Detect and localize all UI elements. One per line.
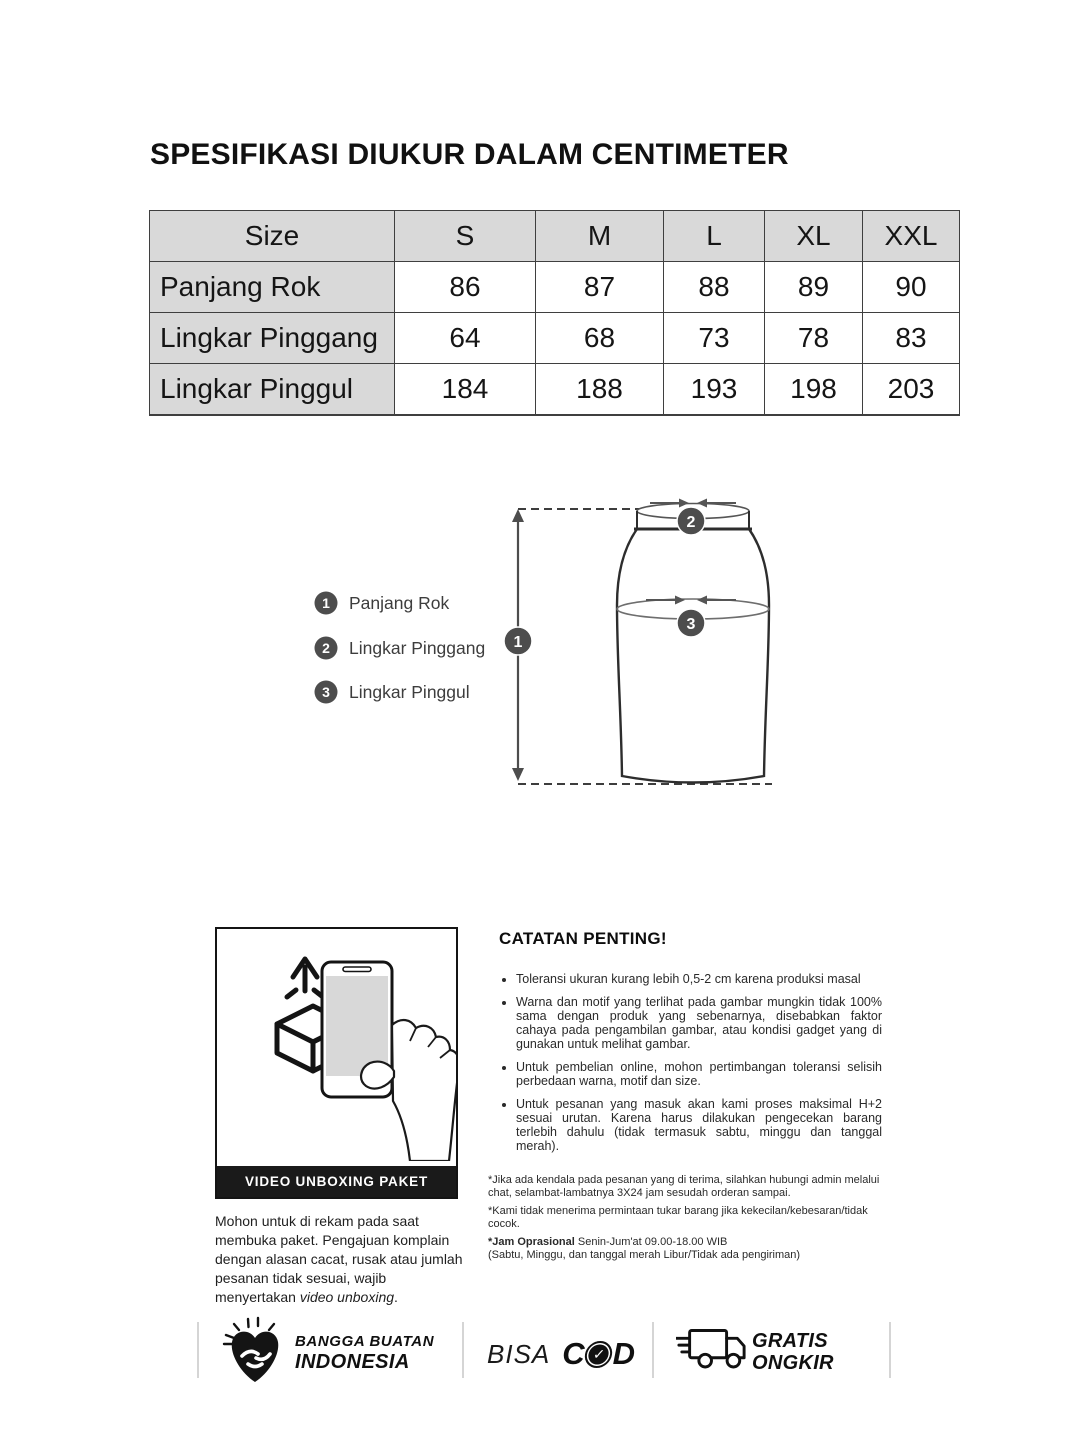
svg-text:1: 1 xyxy=(322,595,330,611)
cell-value: 188 xyxy=(536,364,664,416)
unboxing-illustration xyxy=(217,929,456,1161)
unboxing-note: Mohon untuk di rekam pada saat membuka paket. Pengajuan komplain dengan alasan cacat, rusak atau jumlah pesanan tidak sesuai, wajib menyertakan video unboxing. xyxy=(215,1213,463,1305)
footnotes xyxy=(488,1174,880,1267)
svg-text:2: 2 xyxy=(686,514,696,531)
row-label: Lingkar Pinggul xyxy=(150,364,395,416)
col-header-xl: XL xyxy=(765,211,863,262)
notes-list xyxy=(490,972,882,1162)
footer-divider xyxy=(889,1322,891,1378)
cell-value: 90 xyxy=(863,262,960,313)
footer-divider xyxy=(462,1322,464,1378)
gratis-ongkir-label: GRATIS ONGKIR xyxy=(752,1330,834,1374)
cell-value: 68 xyxy=(536,313,664,364)
cell-value: 89 xyxy=(765,262,863,313)
table-row xyxy=(150,364,960,416)
table-row xyxy=(150,313,960,364)
cell-value: 203 xyxy=(863,364,960,416)
length-measure-marker xyxy=(504,627,532,655)
note-bullet: • Untuk pesanan yang masuk akan kami proses maksimal H+2 sesuai urutan. Karena harus dilakukan pengecekan barang terlebih dahulu (tidak termasuk sabtu, minggu dan tanggal merah). xyxy=(516,1097,882,1153)
col-header-s: S xyxy=(395,211,536,262)
page-title: SPESIFIKASI DIUKUR DALAM CENTIMETER xyxy=(150,138,789,171)
skirt-measurement-diagram xyxy=(300,488,790,810)
notes-title: CATATAN PENTING! xyxy=(499,929,667,948)
skirt-outline xyxy=(617,504,769,783)
table-row xyxy=(150,262,960,313)
cell-value: 64 xyxy=(395,313,536,364)
note-bullet: • Warna dan motif yang terlihat pada gambar mungkin tidak 100% sama dengan produk yang sebenarnya, disebabkan faktor cahaya pada pengambilan gambar, atau kondisi gadget yang di gunakan untuk melihat gambar. xyxy=(516,995,882,1051)
cell-value: 78 xyxy=(765,313,863,364)
cell-value: 88 xyxy=(664,262,765,313)
col-header-xxl: XXL xyxy=(863,211,960,262)
legend-label-2: Lingkar Pinggang xyxy=(349,638,486,658)
svg-text:3: 3 xyxy=(322,684,330,700)
cell-value: 193 xyxy=(664,364,765,416)
row-label: Lingkar Pinggang xyxy=(150,313,395,364)
cod-label: C ✓ D xyxy=(562,1336,635,1371)
footer-divider xyxy=(652,1322,654,1378)
diagram-legend xyxy=(315,592,486,704)
note-bullet: • Untuk pembelian online, mohon pertimbangan toleransi selisih perbedaan warna, motif dan size. xyxy=(516,1060,882,1088)
col-header-l: L xyxy=(664,211,765,262)
col-header-size: Size xyxy=(150,211,395,262)
unboxing-note-italic: video unboxing xyxy=(299,1289,395,1305)
size-table xyxy=(149,210,960,416)
legend-label-1: Panjang Rok xyxy=(349,593,450,613)
row-label: Panjang Rok xyxy=(150,262,395,313)
bangga-buatan-indonesia-label: BANGGA BUATAN INDONESIA xyxy=(295,1333,435,1373)
unboxing-banner: VIDEO UNBOXING PAKET xyxy=(217,1166,456,1197)
svg-text:1: 1 xyxy=(513,634,523,651)
arrow-up-icon xyxy=(287,959,323,997)
cell-value: 198 xyxy=(765,364,863,416)
svg-text:3: 3 xyxy=(686,616,696,633)
cod-check-icon: ✓ xyxy=(583,1341,614,1368)
footnote: *Jam Oprasional Senin-Jum'at 09.00-18.00 WIB (Sabtu, Minggu, dan tanggal merah Libur/Tidak ada pengiriman) xyxy=(488,1236,801,1261)
table-header-row xyxy=(150,211,960,262)
video-unboxing-card xyxy=(215,927,458,1199)
cell-value: 73 xyxy=(664,313,765,364)
bisa-cod-badge xyxy=(487,1336,634,1372)
footer-divider xyxy=(197,1322,199,1378)
bangga-buatan-indonesia-logo-icon xyxy=(222,1314,284,1386)
col-header-m: M xyxy=(536,211,664,262)
bisa-label: BISA xyxy=(487,1338,551,1369)
footnote: *Kami tidak menerima permintaan tukar barang jika kekecilan/kebesaran/tidak cocok. xyxy=(488,1205,868,1230)
cell-value: 86 xyxy=(395,262,536,313)
legend-label-3: Lingkar Pinggul xyxy=(349,682,470,702)
footnote: *Jika ada kendala pada pesanan yang di terima, silahkan hubungi admin melalui chat, selambat-lambatnya 3X24 jam sesudah orderan sampai. xyxy=(488,1174,880,1199)
note-bullet: • Toleransi ukuran kurang lebih 0,5-2 cm karena produksi masal xyxy=(516,972,882,986)
cell-value: 184 xyxy=(395,364,536,416)
cell-value: 83 xyxy=(863,313,960,364)
svg-text:2: 2 xyxy=(322,640,330,656)
delivery-truck-icon xyxy=(676,1326,748,1372)
cell-value: 87 xyxy=(536,262,664,313)
